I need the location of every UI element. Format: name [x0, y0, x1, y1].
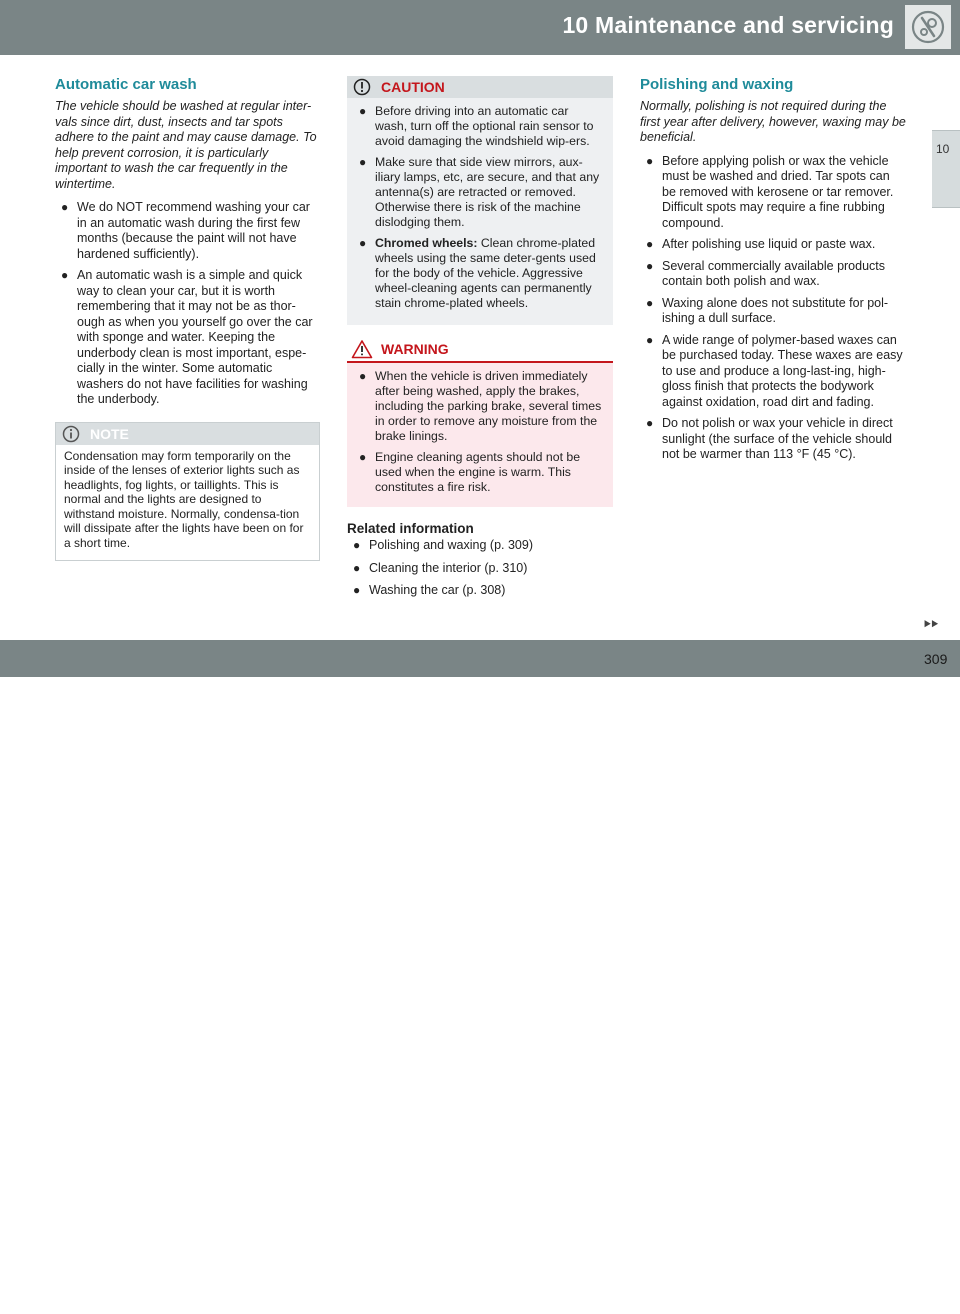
caution-box [347, 76, 613, 325]
list-item: ● A wide range of polymer-based waxes can be purchased today. These waxes are easy to use and produce a long-last-ing, high-gloss finish that protects the bodywork against oxidation, road dirt and fading. [646, 332, 903, 409]
caution-title: CAUTION [381, 79, 445, 95]
section-intro: The vehicle should be washed at regular inter-vals since dirt, dust, insects and tar spots adhere to the paint and may cause damage. To help prevent corrosion, it is particularly important to wash the car frequently in the wintertime. [55, 99, 317, 191]
warning-list [353, 369, 603, 495]
warning-title: WARNING [381, 341, 449, 357]
bullet-icon: ● [646, 416, 654, 430]
page-number: 309 [924, 651, 948, 667]
list-item: ● Do not polish or wax your vehicle in direct sunlight (the surface of the vehicle should not be warmer than 113 °F (45 °C). [646, 416, 893, 461]
bullet-icon: ● [646, 237, 654, 251]
bullet-list [55, 200, 320, 408]
related-link[interactable]: ● Polishing and waxing (p. 309) [353, 538, 533, 552]
section-intro: Normally, polishing is not required during the first year after delivery, however, waxing may be beneficial. [640, 99, 906, 144]
list-item: ● Before applying polish or wax the vehicle must be washed and dried. Tar spots can be removed with kerosene or tar remover. Difficult spots may require a fine rubbing compound. [646, 153, 894, 230]
list-item: ● After polishing use liquid or paste wax. [646, 237, 876, 251]
note-box [55, 422, 320, 562]
next-page-arrow-icon[interactable]: ⯈⯈ [922, 617, 937, 632]
bullet-icon: ● [359, 104, 367, 118]
chapter-title: 10 Maintenance and servicing [562, 12, 894, 38]
column-cautions [347, 76, 613, 606]
bullet-icon: ● [646, 295, 654, 310]
list-item: ● Several commercially available products contain both polish and wax. [646, 258, 886, 288]
bullet-icon: ● [359, 450, 367, 464]
list-item: ● Before driving into an automatic car wash, turn off the optional rain sensor to avoid damaging the windshield wip-ers. [359, 104, 594, 148]
section-heading: Polishing and waxing [640, 76, 794, 93]
list-item: ● When the vehicle is driven immediately after being washed, apply the brakes, including the parking brake, several times in order to remove any moisture from the brake linings. [359, 369, 602, 443]
chapter-side-tab-label: 10 [936, 142, 950, 156]
list-item: ● Chromed wheels: Clean chrome-plated wheels using the same deter-gents used for the body of the vehicle. Aggressive wheel-cleaning agents can permanently stain chrome-plated wheels. [359, 236, 596, 310]
note-text: Condensation may form temporarily on the inside of the lenses of exterior lights such as headlights, fog lights, or taillights. This is normal and the lights are designed to withstand moisture. Normally, condensa-tion will dissipate after the lights have been on for a short time. [64, 448, 304, 550]
warning-box [347, 337, 613, 507]
related-link[interactable]: ● Cleaning the interior (p. 310) [353, 560, 528, 575]
footer-bar [0, 640, 960, 1313]
list-item: ● Waxing alone does not substitute for pol-ishing a dull surface. [646, 295, 889, 325]
bullet-icon: ● [359, 155, 367, 169]
bullet-icon: ● [646, 258, 654, 273]
bullet-icon: ● [353, 560, 361, 575]
wrench-gear-icon [905, 5, 951, 49]
column-automatic-car-wash [55, 76, 320, 561]
bullet-icon: ● [353, 538, 361, 552]
warning-header [347, 337, 613, 363]
related-list [347, 538, 613, 599]
caution-list [353, 104, 603, 311]
info-icon [56, 425, 86, 443]
list-item: ● Engine cleaning agents should not be used when the engine is warm. This constitutes a fire risk. [359, 450, 581, 494]
bullet-list [640, 154, 906, 463]
list-item: ● Make sure that side view mirrors, aux-iliary lamps, etc, are secure, and that any antenna(s) are retracted or removed. Otherwise there is risk of the machine dislodging them. [359, 155, 600, 229]
bullet-icon: ● [646, 332, 654, 347]
note-header [56, 423, 319, 445]
watermark: carmanualsonline.info [585, 1288, 825, 1313]
related-heading: Related information [347, 521, 474, 536]
caution-header [347, 76, 613, 98]
bullet-icon: ● [646, 153, 654, 168]
bullet-icon: ● [359, 369, 367, 383]
caution-exclamation-icon [347, 78, 377, 96]
list-item: ● An automatic wash is a simple and quick way to clean your car, but it is worth remembering that it may not be as thor-ough as when you yourself go over the car with sponge and water. Keeping the underbody clean is most important, espe-cially in the winter. Some automatic washers do not have facilities for washing the underbody. [61, 268, 313, 406]
header-bar [0, 0, 960, 55]
bullet-icon: ● [353, 583, 361, 597]
bullet-icon: ● [61, 268, 69, 282]
related-link[interactable]: ● Washing the car (p. 308) [353, 583, 506, 597]
bullet-icon: ● [359, 236, 367, 250]
list-item: ● We do NOT recommend washing your car in an automatic wash during the first few months (because the paint will not have hardened sufficiently). [61, 200, 310, 261]
note-title: NOTE [90, 425, 129, 442]
column-polishing-waxing [640, 76, 906, 469]
warning-triangle-icon [347, 339, 377, 359]
section-heading: Automatic car wash [55, 76, 197, 93]
bullet-icon: ● [61, 200, 69, 214]
